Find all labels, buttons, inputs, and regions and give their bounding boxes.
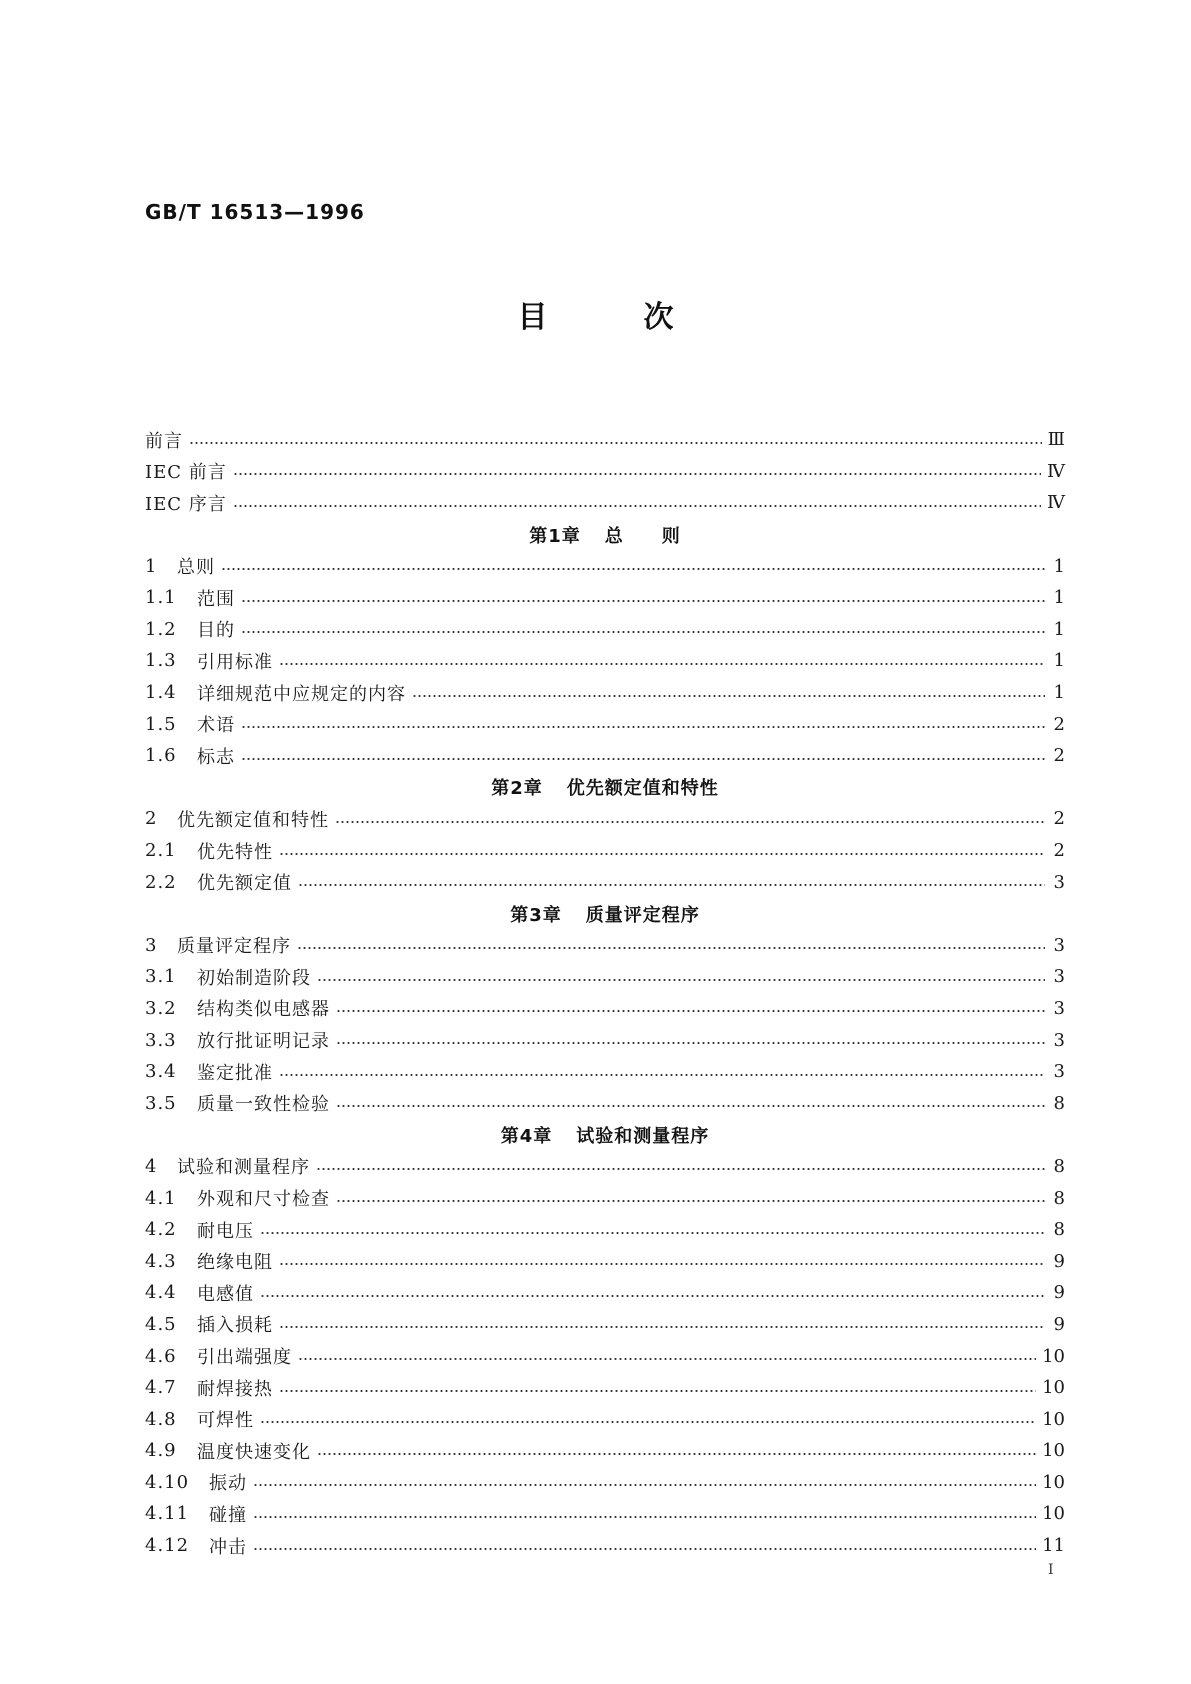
- chapter-heading: [145, 519, 1065, 551]
- toc-entry-number: 4.11: [145, 1503, 190, 1525]
- toc-entry-number: 3.5: [145, 1092, 177, 1114]
- toc-entry-page: 3: [1053, 997, 1065, 1019]
- toc-entry: [145, 1498, 1065, 1530]
- toc-entry: [145, 1435, 1065, 1467]
- toc-entry-page: 2: [1053, 713, 1065, 735]
- toc-entry-label: 可焊性: [197, 1410, 254, 1432]
- toc-entry: [145, 1530, 1065, 1562]
- toc-entry-page: 3: [1053, 1061, 1065, 1083]
- dot-leader: [336, 1041, 1045, 1045]
- toc-entry-number: 2.1: [145, 840, 177, 862]
- dot-leader: [241, 630, 1045, 634]
- toc-entry-label: 优先额定值和特性: [177, 809, 329, 831]
- toc-entry-label: 目的: [197, 620, 235, 642]
- toc-entry-page: 9: [1053, 1250, 1065, 1272]
- toc-entry: [145, 1467, 1065, 1499]
- toc-entry-page: 1: [1053, 587, 1065, 609]
- toc-entry-number: 4.3: [145, 1250, 177, 1272]
- chapter-title: 质量评定程序: [585, 904, 700, 926]
- toc-entry-label: 术语: [197, 715, 235, 737]
- toc-entry: [145, 1182, 1065, 1214]
- toc-entry: [145, 930, 1065, 962]
- toc-entry: [145, 708, 1065, 740]
- toc-entry-number: 3.3: [145, 1029, 177, 1051]
- toc-entry-page: 3: [1053, 1029, 1065, 1051]
- toc-entry: [145, 993, 1065, 1025]
- dot-leader: [260, 1231, 1045, 1235]
- dot-leader: [253, 1483, 1036, 1487]
- dot-leader: [241, 757, 1045, 761]
- toc-entry: [145, 1372, 1065, 1404]
- chapter-title: 试验和测量程序: [576, 1125, 710, 1147]
- dot-leader: [279, 662, 1045, 666]
- toc-entry-page: 2: [1053, 745, 1065, 767]
- toc-entry-label: 绝缘电阻: [197, 1252, 273, 1274]
- toc-entry-label: 优先特性: [197, 841, 273, 863]
- toc-entry-page: 9: [1053, 1313, 1065, 1335]
- toc-entry: [145, 835, 1065, 867]
- toc-entry-number: 4.6: [145, 1345, 177, 1367]
- toc-entry-number: 3.4: [145, 1061, 177, 1083]
- toc-entry-page: 1: [1053, 650, 1065, 672]
- dot-leader: [298, 1357, 1036, 1361]
- toc-entry-label: 引出端强度: [197, 1347, 292, 1369]
- chapter-heading: [145, 1119, 1065, 1151]
- dot-leader: [336, 1009, 1045, 1013]
- toc-entry-label: 冲击: [209, 1536, 247, 1558]
- toc-entry-label: 引用标准: [197, 651, 273, 673]
- toc-entry-page: 3: [1053, 934, 1065, 956]
- dot-leader: [336, 1104, 1045, 1108]
- toc-entry-page: 1: [1053, 682, 1065, 704]
- toc-entry-page: 10: [1042, 1440, 1065, 1462]
- toc-entry-number: 1.2: [145, 618, 177, 640]
- chapter-number: 第1章: [529, 525, 581, 547]
- toc-entry-label: 碰撞: [209, 1504, 247, 1526]
- footer-page-number: Ⅰ: [1048, 1562, 1054, 1578]
- toc-entry-page: 8: [1053, 1187, 1065, 1209]
- dot-leader: [279, 1073, 1045, 1077]
- toc-entry-number: 1.5: [145, 713, 177, 735]
- toc-entry-page: 10: [1042, 1345, 1065, 1367]
- toc-entry-number: 3: [145, 934, 158, 956]
- toc-entry-page: 11: [1042, 1535, 1065, 1557]
- dot-leader: [298, 883, 1045, 887]
- toc-entry-page: Ⅳ: [1047, 492, 1065, 514]
- toc-entry: [145, 740, 1065, 772]
- chapter-heading: [145, 898, 1065, 930]
- dot-leader: [221, 567, 1045, 571]
- document-code: GB/T 16513—1996: [145, 200, 365, 224]
- toc-entry-label: 优先额定值: [197, 873, 292, 895]
- toc-entry-number: 1.4: [145, 682, 177, 704]
- toc-entry-number: 4.7: [145, 1377, 177, 1399]
- toc-entry-label: 质量一致性检验: [197, 1094, 330, 1116]
- toc-entry-number: 4.8: [145, 1408, 177, 1430]
- toc-entry-label: 范围: [197, 588, 235, 610]
- toc-entry-page: 9: [1053, 1282, 1065, 1304]
- toc-entry-page: 10: [1042, 1503, 1065, 1525]
- dot-leader: [241, 725, 1045, 729]
- toc-entry-page: 10: [1042, 1471, 1065, 1493]
- dot-leader: [260, 1420, 1036, 1424]
- toc-entry-number: 4: [145, 1155, 158, 1177]
- toc-entry-page: 1: [1053, 618, 1065, 640]
- toc-entry-number: 3.1: [145, 966, 177, 988]
- dot-leader: [335, 820, 1045, 824]
- dot-leader: [412, 694, 1045, 698]
- dot-leader: [253, 1515, 1036, 1519]
- toc-entry: [145, 961, 1065, 993]
- dot-leader: [279, 1389, 1036, 1393]
- toc-entry-page: 8: [1053, 1219, 1065, 1241]
- dot-leader: [253, 1547, 1036, 1551]
- toc-entry-number: 4.4: [145, 1282, 177, 1304]
- toc-entry: [145, 1403, 1065, 1435]
- chapter-heading: [145, 772, 1065, 804]
- toc-entry-page: 8: [1053, 1092, 1065, 1114]
- dot-leader: [233, 504, 1041, 508]
- chapter-number: 第4章: [500, 1125, 553, 1147]
- toc-entry: [145, 1309, 1065, 1341]
- toc-entry-page: 10: [1042, 1408, 1065, 1430]
- toc-entry-label: 电感值: [197, 1283, 254, 1305]
- toc-entry: [145, 803, 1065, 835]
- toc-entry-label: 温度快速变化: [197, 1441, 311, 1463]
- toc-entry: [145, 1087, 1065, 1119]
- toc-entry-number: 4.12: [145, 1535, 190, 1557]
- toc-entry-page: Ⅳ: [1047, 460, 1065, 482]
- toc-entry-label: 初始制造阶段: [197, 967, 311, 989]
- toc-entry: [145, 1277, 1065, 1309]
- toc-entry-number: 4.1: [145, 1187, 177, 1209]
- page-title: [0, 292, 1191, 336]
- toc-entry: [145, 1151, 1065, 1183]
- toc-entry-page: 3: [1053, 871, 1065, 893]
- toc-entry-label: 耐电压: [197, 1220, 254, 1242]
- dot-leader: [279, 1262, 1045, 1266]
- toc-entry-label: 插入损耗: [197, 1315, 273, 1337]
- toc-entry-number: 2: [145, 808, 158, 830]
- toc-entry: [145, 1245, 1065, 1277]
- toc-entry-number: 1.3: [145, 650, 177, 672]
- toc-entry: [145, 1214, 1065, 1246]
- toc-entry-page: 2: [1053, 840, 1065, 862]
- toc-entry: [145, 645, 1065, 677]
- toc-entry: [145, 424, 1065, 456]
- dot-leader: [317, 1452, 1036, 1456]
- toc-entry: [145, 487, 1065, 519]
- toc-entry-label: 详细规范中应规定的内容: [197, 683, 406, 705]
- toc-entry-number: 1.6: [145, 745, 177, 767]
- toc-entry: [145, 582, 1065, 614]
- toc-entry-page: Ⅲ: [1047, 429, 1065, 451]
- toc-entry-page: 1: [1053, 555, 1065, 577]
- toc-entry-number: 3.2: [145, 997, 177, 1019]
- toc-entry: [145, 1024, 1065, 1056]
- dot-leader: [317, 978, 1045, 982]
- toc-entry-label: 前言: [145, 430, 183, 452]
- toc-entry-number: 4.9: [145, 1440, 177, 1462]
- chapter-title: 优先额定值和特性: [566, 778, 719, 800]
- chapter-title: 总 则: [604, 525, 681, 547]
- toc-entry-number: 1: [145, 555, 158, 577]
- toc-entry: [145, 677, 1065, 709]
- dot-leader: [297, 946, 1045, 950]
- title-char-1: 目: [517, 300, 548, 335]
- toc-entry-label: 试验和测量程序: [177, 1157, 310, 1179]
- toc-entry-label: 标志: [197, 746, 235, 768]
- toc-entry-number: 4.5: [145, 1313, 177, 1335]
- dot-leader: [260, 1294, 1045, 1298]
- toc-entry-page: 10: [1042, 1377, 1065, 1399]
- chapter-number: 第3章: [510, 904, 562, 926]
- toc-entry-page: 8: [1053, 1155, 1065, 1177]
- toc-entry-label: IEC 序言: [145, 493, 227, 515]
- toc-entry-label: 总则: [177, 557, 215, 579]
- toc-entry-page: 3: [1053, 966, 1065, 988]
- toc-entry: [145, 866, 1065, 898]
- chapter-number: 第2章: [491, 778, 543, 800]
- dot-leader: [279, 1325, 1045, 1329]
- dot-leader: [189, 441, 1042, 445]
- toc-entry-label: 质量评定程序: [177, 936, 291, 958]
- toc-entry: [145, 550, 1065, 582]
- toc-entry-number: 4.10: [145, 1471, 190, 1493]
- toc-entry: [145, 1056, 1065, 1088]
- dot-leader: [336, 1199, 1045, 1203]
- dot-leader: [316, 1167, 1045, 1171]
- toc-entry-number: 2.2: [145, 871, 177, 893]
- toc-entry-label: 振动: [209, 1473, 247, 1495]
- toc-entry-label: 鉴定批准: [197, 1062, 273, 1084]
- title-char-2: 次: [643, 300, 674, 335]
- toc-entry: [145, 614, 1065, 646]
- toc-entry-label: IEC 前言: [145, 462, 227, 484]
- toc-entry-number: 1.1: [145, 587, 177, 609]
- toc-entry: [145, 1340, 1065, 1372]
- dot-leader: [233, 472, 1041, 476]
- toc-entry-label: 外观和尺寸检查: [197, 1189, 330, 1211]
- table-of-contents: [145, 424, 1065, 1561]
- toc-entry-label: 结构类似电感器: [197, 999, 330, 1021]
- toc-entry-number: 4.2: [145, 1219, 177, 1241]
- dot-leader: [279, 852, 1045, 856]
- toc-entry-label: 放行批证明记录: [197, 1031, 330, 1053]
- toc-entry-page: 2: [1053, 808, 1065, 830]
- toc-entry-label: 耐焊接热: [197, 1378, 273, 1400]
- toc-entry: [145, 456, 1065, 488]
- dot-leader: [241, 599, 1045, 603]
